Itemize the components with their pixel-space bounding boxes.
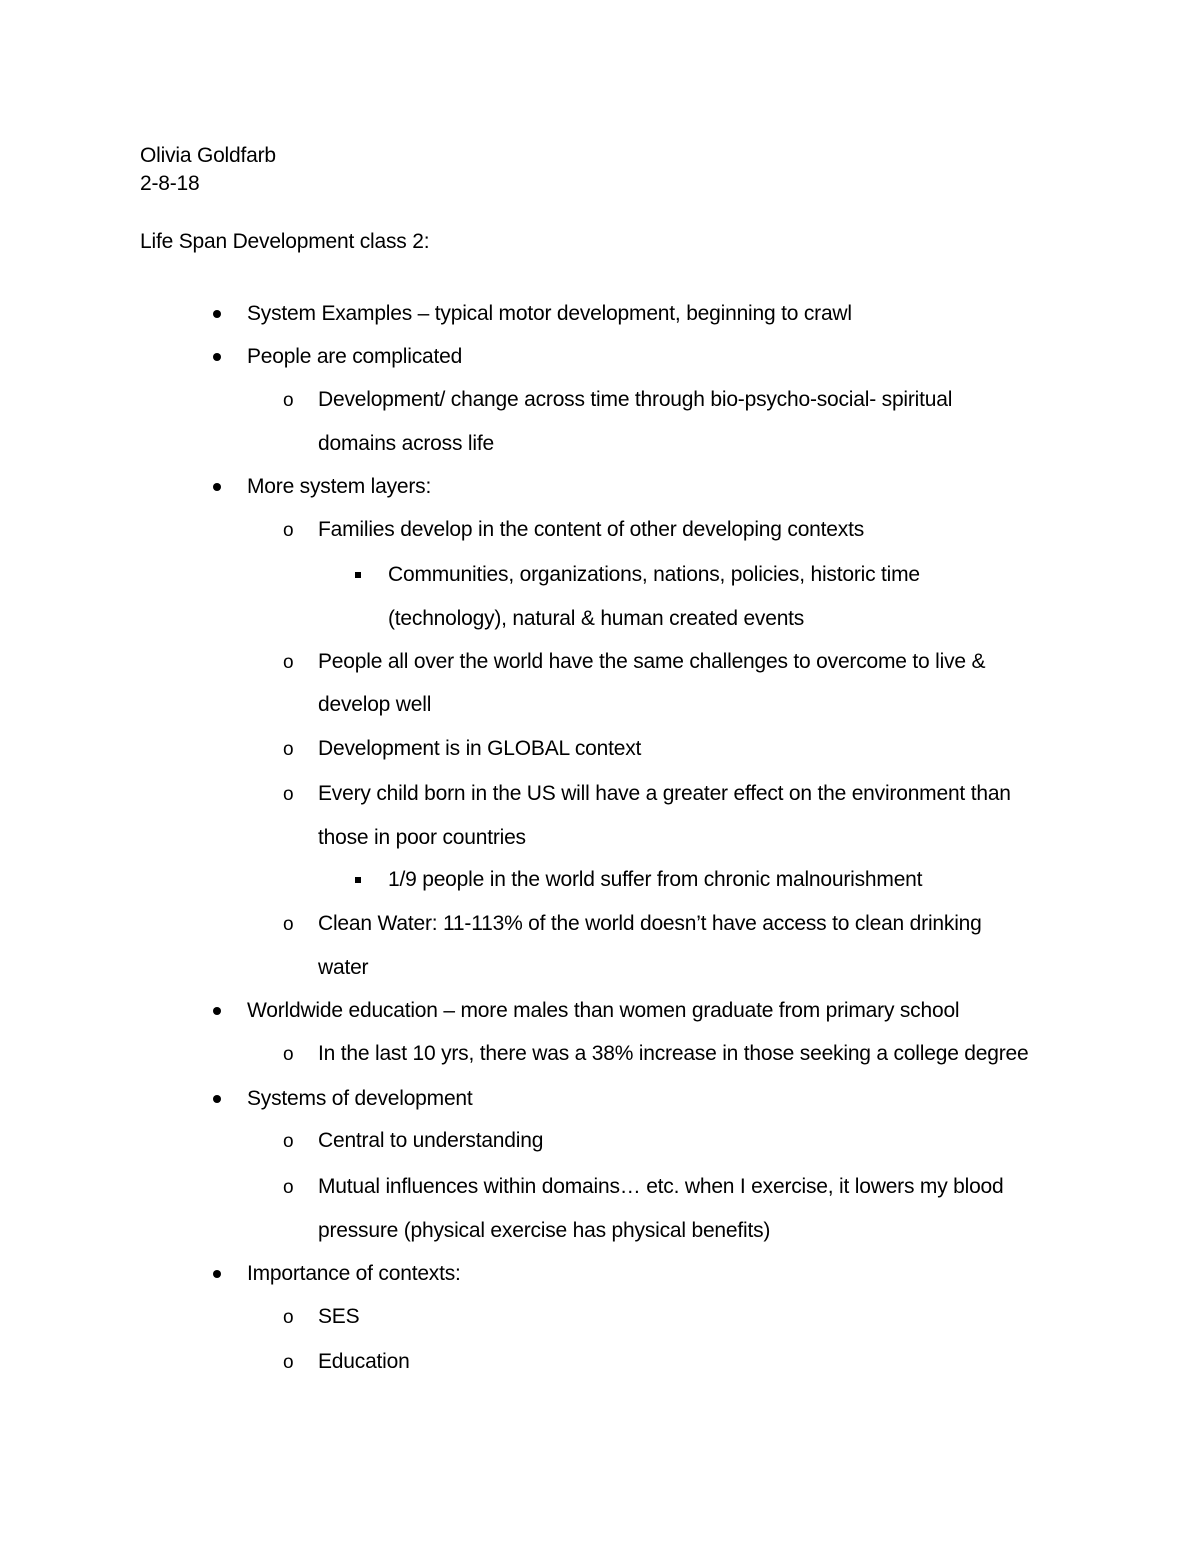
list-item: Every child born in the US will have a greater effect on the environment than	[318, 782, 1011, 805]
list-item: People all over the world have the same challenges to overcome to live &	[318, 650, 986, 673]
bullet-icon	[213, 483, 221, 491]
list-item: System Examples – typical motor development, beginning to crawl	[247, 302, 852, 325]
author-name: Olivia Goldfarb	[140, 144, 276, 167]
list-item: Systems of development	[247, 1087, 473, 1110]
note-date: 2-8-18	[140, 172, 200, 195]
list-item: Mutual influences within domains… etc. when I exercise, it lowers my blood	[318, 1175, 1004, 1198]
sub-bullet-icon: o	[283, 652, 294, 673]
list-item: Importance of contexts:	[247, 1262, 461, 1285]
list-item: 1/9 people in the world suffer from chronic malnourishment	[388, 868, 923, 891]
sub-bullet-icon: o	[283, 1307, 294, 1328]
list-item: Development is in GLOBAL context	[318, 737, 642, 760]
list-item: Worldwide education – more males than women graduate from primary school	[247, 999, 960, 1022]
sub-bullet-icon: o	[283, 1044, 294, 1065]
list-item: Communities, organizations, nations, policies, historic time	[388, 563, 920, 586]
sub-bullet-icon: o	[283, 390, 294, 411]
list-item: Clean Water: 11-113% of the world doesn’t have access to clean drinking	[318, 912, 982, 935]
bullet-icon	[213, 1270, 221, 1278]
list-item: Central to understanding	[318, 1129, 544, 1152]
list-item-continuation: pressure (physical exercise has physical benefits)	[318, 1219, 771, 1242]
page-title: Life Span Development class 2:	[140, 230, 430, 253]
list-item: In the last 10 yrs, there was a 38% increase in those seeking a college degree	[318, 1042, 1029, 1065]
list-item: Families develop in the content of other developing contexts	[318, 518, 865, 541]
sub-bullet-icon: o	[283, 1352, 294, 1373]
list-item: People are complicated	[247, 345, 463, 368]
sub-bullet-icon: o	[283, 784, 294, 805]
square-bullet-icon	[355, 877, 361, 883]
list-item-continuation: those in poor countries	[318, 826, 526, 849]
sub-bullet-icon: o	[283, 1177, 294, 1198]
list-item: Development/ change across time through bio-psycho-social- spiritual	[318, 388, 953, 411]
sub-bullet-icon: o	[283, 520, 294, 541]
sub-bullet-icon: o	[283, 739, 294, 760]
bullet-icon	[213, 1095, 221, 1103]
bullet-icon	[213, 310, 221, 318]
list-item: SES	[318, 1305, 360, 1328]
list-item-continuation: (technology), natural & human created events	[388, 607, 805, 630]
list-item: Education	[318, 1350, 410, 1373]
list-item-continuation: domains across life	[318, 432, 494, 455]
square-bullet-icon	[355, 572, 361, 578]
list-item: More system layers:	[247, 475, 432, 498]
sub-bullet-icon: o	[283, 1131, 294, 1152]
list-item-continuation: water	[318, 956, 369, 979]
bullet-icon	[213, 353, 221, 361]
bullet-icon	[213, 1007, 221, 1015]
list-item-continuation: develop well	[318, 693, 432, 716]
sub-bullet-icon: o	[283, 914, 294, 935]
